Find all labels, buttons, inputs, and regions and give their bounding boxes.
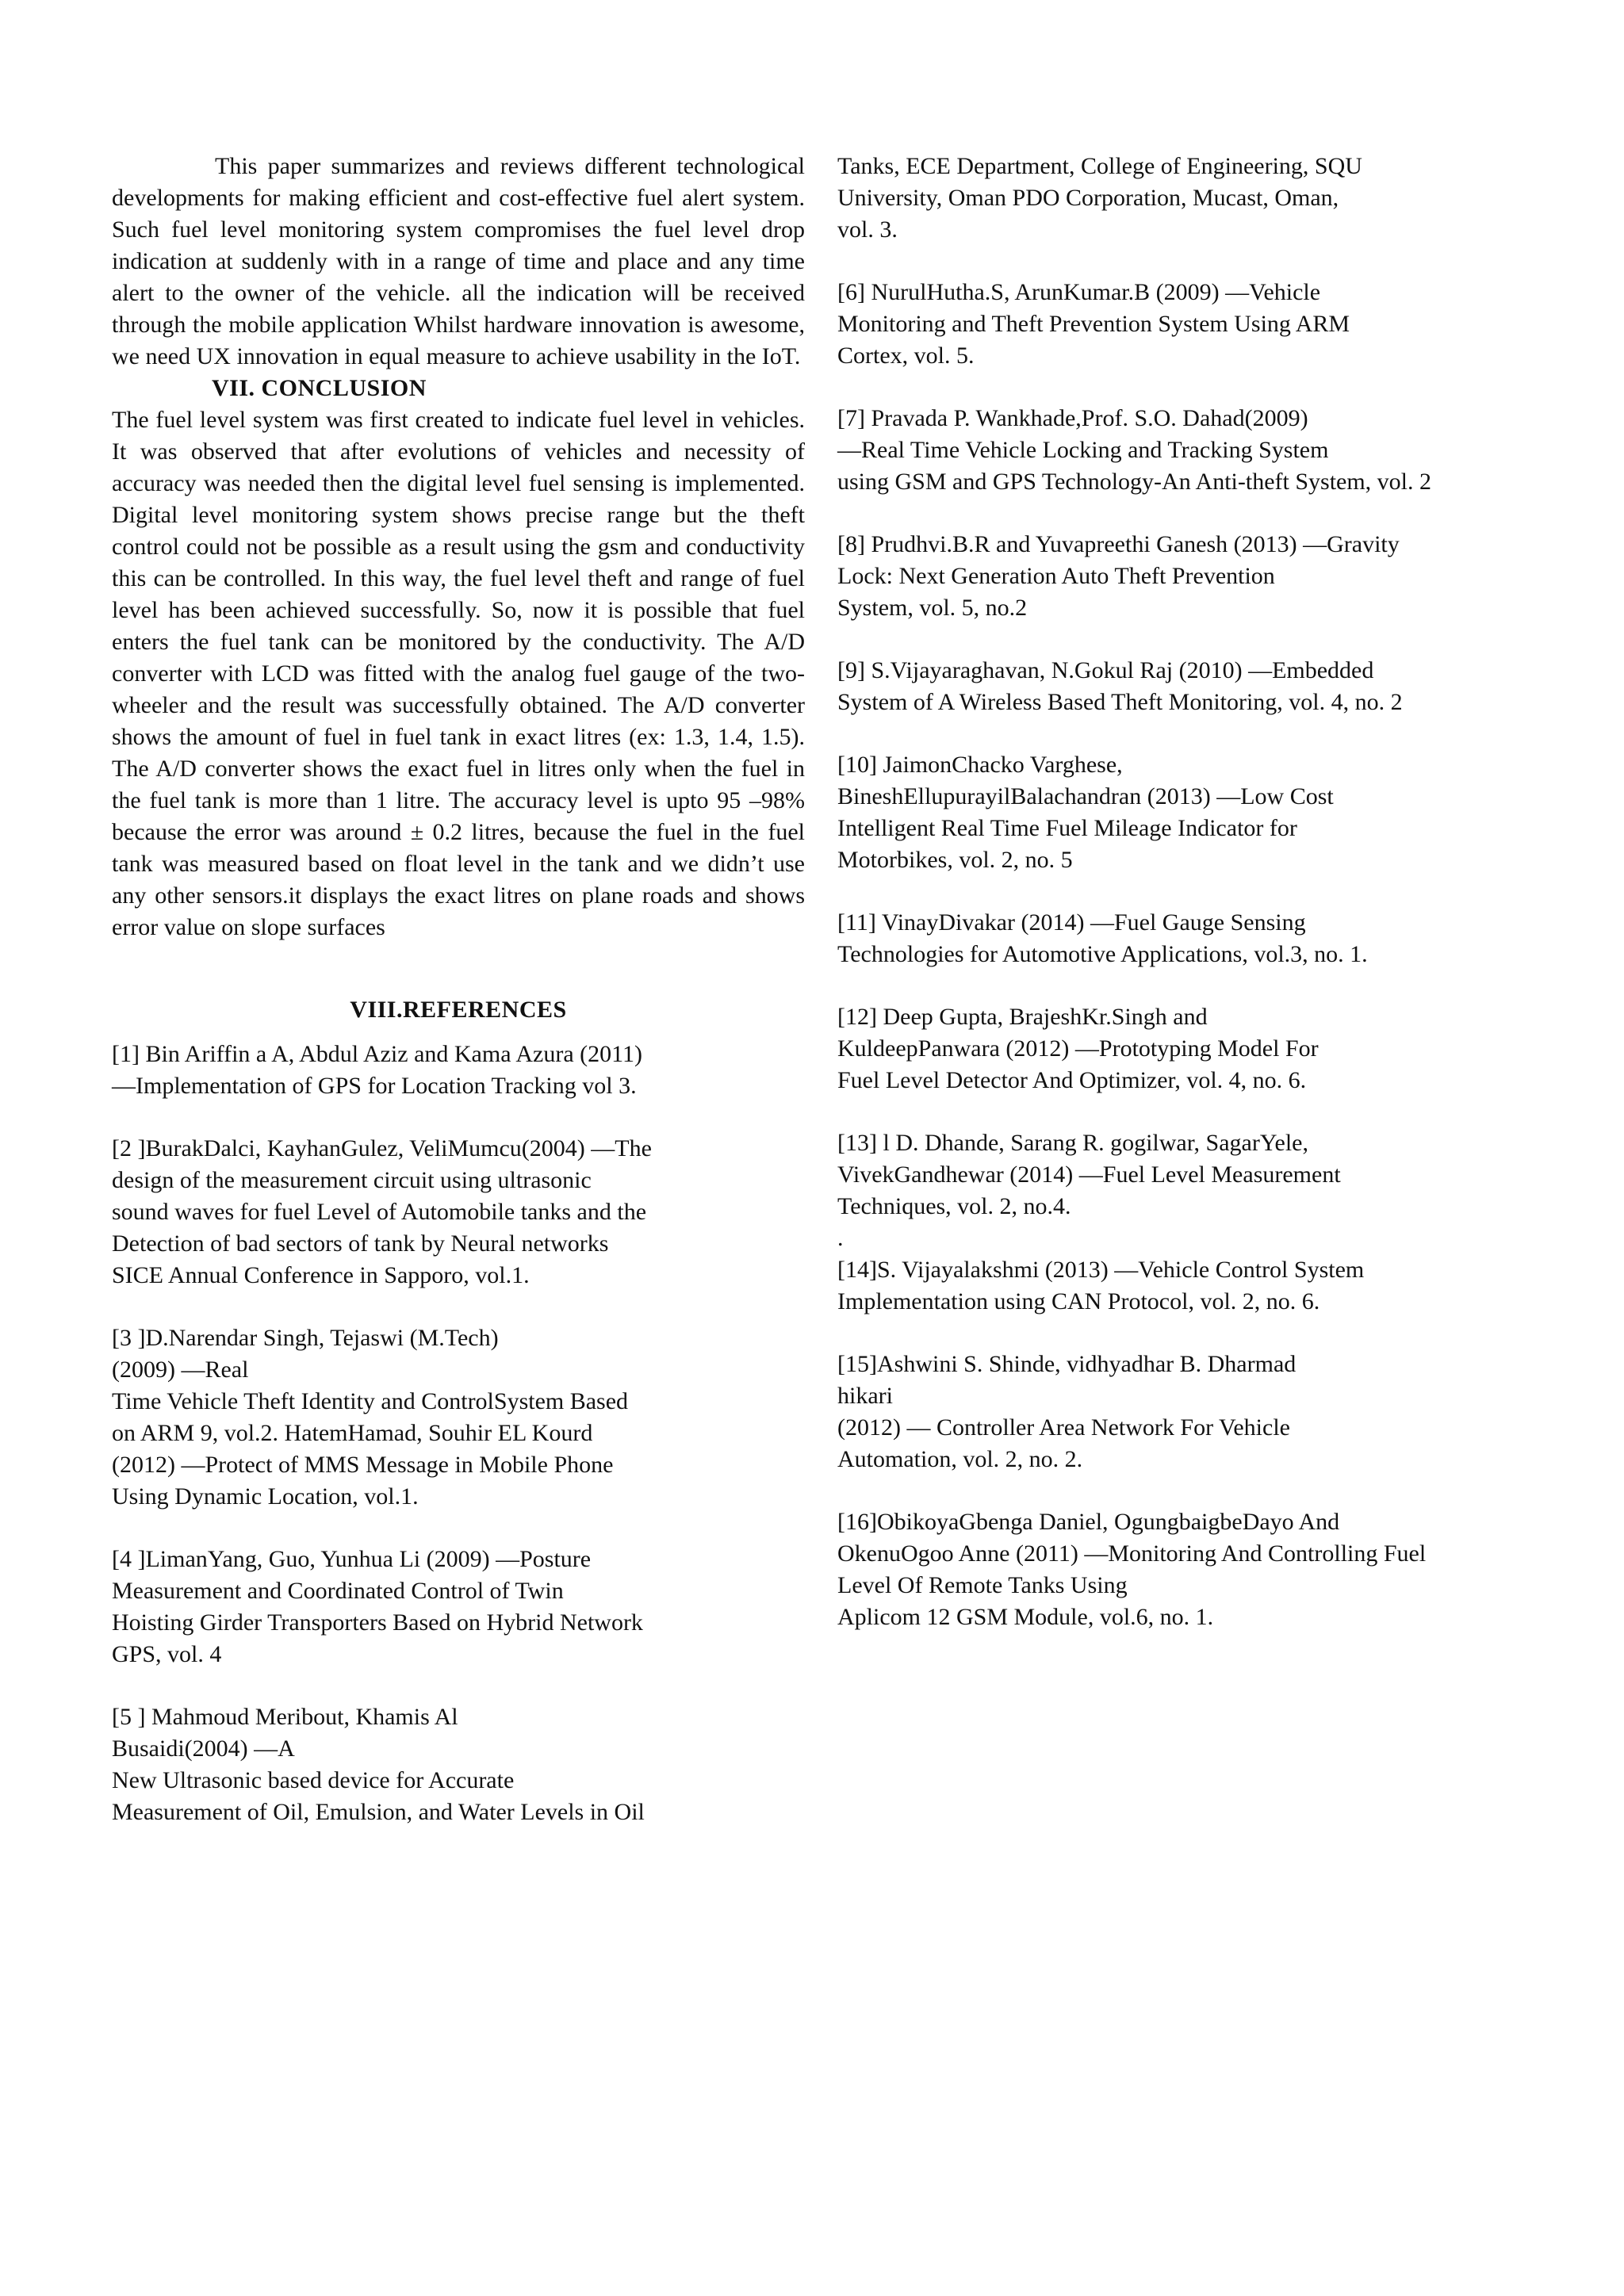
reference-line: System of A Wireless Based Theft Monitoring, vol. 4, no. 2 [837,689,1403,715]
reference-entry [837,151,1535,246]
reference-line: ―Real Time Vehicle Locking and Tracking System [837,437,1329,463]
reference-entry [837,529,1535,624]
reference-line: [10] JaimonChacko Varghese, [837,752,1123,778]
reference-line: Automation, vol. 2, no. 2. [837,1446,1083,1472]
right-column [837,151,1535,1664]
reference-line: [2 ]BurakDalci, KayhanGulez, VeliMumcu(2004) ―The [112,1135,652,1161]
reference-line: [8] Prudhvi.B.R and Yuvapreethi Ganesh (2013) ―Gravity [837,531,1400,557]
reference-line: Motorbikes, vol. 2, no. 5 [837,847,1073,873]
reference-line: [15]Ashwini S. Shinde, vidhyadhar B. Dharmad [837,1351,1297,1377]
reference-line: Aplicom 12 GSM Module, vol.6, no. 1. [837,1604,1214,1630]
reference-entry [112,1039,805,1102]
reference-line: design of the measurement circuit using ultrasonic [112,1167,592,1193]
reference-line: Technologies for Automotive Applications, vol.3, no. 1. [837,941,1368,967]
reference-line: BineshEllupurayilBalachandran (2013) ―Low Cost [837,783,1334,809]
reference-entry [837,403,1535,498]
reference-entry [112,1133,805,1292]
reference-entry [112,1701,805,1828]
conclusion-paragraph: The fuel level system was first created to indicate fuel level in vehicles. It was observed that after evolutions of vehicles and necessity of accuracy was needed then the digital level fuel sensing is implemented. Digital level monitoring system shows precise range but the theft control could not be possible as a result using the gsm and conductivity this can be controlled. In this way, the fuel level theft and range of fuel level has been achieved successfully. So, now it is possible that fuel enters the fuel tank can be monitored by the conductivity. The A/D converter with LCD was fitted with the analog fuel gauge of the two-wheeler and the result was successfully obtained. The A/D converter shows the amount of fuel in fuel tank in exact litres (ex: 1.3, 1.4, 1.5). The A/D converter shows the exact fuel in litres only when the fuel in the fuel tank is more than 1 litre. The accuracy level is upto 95 –98% because the error was around ± 0.2 litres, because the fuel in the fuel tank was measured based on float level in the tank and we didn’t use any other sensors.it displays the exact litres on plane roads and shows error value on slope surfaces [112,407,805,940]
reference-entry [837,1349,1535,1475]
reference-line: [6] NurulHutha.S, ArunKumar.B (2009) ―Vehicle [837,279,1321,305]
reference-line: GPS, vol. 4 [112,1641,222,1667]
reference-line: Busaidi(2004) ―A [112,1735,295,1762]
reference-line: (2009) ―Real [112,1357,249,1383]
reference-line: Hoisting Girder Transporters Based on Hybrid Network [112,1609,643,1636]
reference-line: Fuel Level Detector And Optimizer, vol. 4, no. 6. [837,1067,1307,1093]
reference-entry [837,1254,1535,1318]
reference-line: using GSM and GPS Technology-An Anti-theft System, vol. 2 [837,469,1432,495]
reference-line: [11] VinayDivakar (2014) ―Fuel Gauge Sensing [837,909,1306,936]
reference-line: Time Vehicle Theft Identity and ControlSystem Based [112,1388,629,1414]
reference-entry [837,277,1535,372]
reference-line: [12] Deep Gupta, BrajeshKr.Singh and [837,1004,1208,1030]
reference-entry [837,749,1535,876]
reference-line: [3 ]D.Narendar Singh, Tejaswi (M.Tech) [112,1325,499,1351]
reference-line: Level Of Remote Tanks Using [837,1572,1128,1598]
reference-line: Implementation using CAN Protocol, vol. 2, no. 6. [837,1288,1320,1314]
right-reference-list-a [837,151,1535,1223]
left-column [112,151,805,1828]
reference-line: SICE Annual Conference in Sapporo, vol.1. [112,1262,530,1288]
reference-line: Detection of bad sectors of tank by Neural networks [112,1230,609,1257]
reference-line: Intelligent Real Time Fuel Mileage Indicator for [837,815,1297,841]
reference-line: sound waves for fuel Level of Automobile tanks and the [112,1199,647,1225]
reference-entry [837,1506,1535,1633]
reference-line: on ARM 9, vol.2. HatemHamad, Souhir EL Kourd [112,1420,593,1446]
left-reference-list [112,1039,805,1828]
reference-line: New Ultrasonic based device for Accurate [112,1767,515,1793]
reference-line: KuldeepPanwara (2012) ―Prototyping Model For [837,1035,1319,1062]
reference-entry [837,1127,1535,1223]
reference-entry [837,907,1535,970]
reference-line: [5 ] Mahmoud Meribout, Khamis Al [112,1704,458,1730]
reference-line: [9] S.Vijayaraghavan, N.Gokul Raj (2010) ―Embedded [837,657,1374,683]
reference-line: [16]ObikoyaGbenga Daniel, OgungbaigbeDayo And [837,1509,1340,1535]
references-heading: VIII.REFERENCES [350,997,567,1023]
intro-paragraph: This paper summarizes and reviews different technological developments for making efficient and cost-effective fuel alert system. Such fuel level monitoring system compromises the fuel level drop indication at suddenly with in a range of time and place and any time alert to the owner of the vehicle. all the indication will be received through the mobile application Whilst hardware innovation is awesome, we need UX innovation in equal measure to achieve usability in the IoT. [112,153,805,369]
stray-dot: . [837,1225,844,1251]
reference-entry [112,1322,805,1513]
reference-line: Measurement of Oil, Emulsion, and Water Levels in Oil [112,1799,645,1825]
reference-entry [112,1544,805,1670]
reference-line: Measurement and Coordinated Control of Twin [112,1578,564,1604]
reference-line: Tanks, ECE Department, College of Engineering, SQU [837,153,1362,179]
reference-line: Techniques, vol. 2, no.4. [837,1193,1071,1219]
reference-line: hikari [837,1383,893,1409]
reference-entry [837,1001,1535,1096]
reference-line: [7] Pravada P. Wankhade,Prof. S.O. Dahad(2009) [837,405,1308,431]
reference-line: [4 ]LimanYang, Guo, Yunhua Li (2009) ―Posture [112,1546,592,1572]
reference-line: Using Dynamic Location, vol.1. [112,1483,419,1510]
reference-line: ―Implementation of GPS for Location Tracking vol 3. [112,1073,637,1099]
reference-line: Lock: Next Generation Auto Theft Prevention [837,563,1275,589]
right-reference-list-b [837,1254,1535,1633]
reference-line: (2012) ― Controller Area Network For Vehicle [837,1414,1290,1441]
reference-line: [13] l D. Dhande, Sarang R. gogilwar, SagarYele, [837,1130,1308,1156]
reference-line: VivekGandhewar (2014) ―Fuel Level Measurement [837,1161,1341,1188]
reference-line: OkenuOgoo Anne (2011) ―Monitoring And Controlling Fuel [837,1540,1427,1567]
reference-line: [1] Bin Ariffin a A, Abdul Aziz and Kama Azura (2011) [112,1041,643,1067]
reference-entry [837,655,1535,718]
reference-line: Monitoring and Theft Prevention System Using ARM [837,311,1350,337]
reference-line: vol. 3. [837,216,898,243]
reference-line: (2012) ―Protect of MMS Message in Mobile Phone [112,1452,614,1478]
reference-line: [14]S. Vijayalakshmi (2013) ―Vehicle Control System [837,1257,1365,1283]
reference-line: System, vol. 5, no.2 [837,595,1028,621]
conclusion-heading: VII. CONCLUSION [212,375,427,401]
reference-line: University, Oman PDO Corporation, Mucast, Oman, [837,185,1339,211]
reference-line: Cortex, vol. 5. [837,342,975,369]
